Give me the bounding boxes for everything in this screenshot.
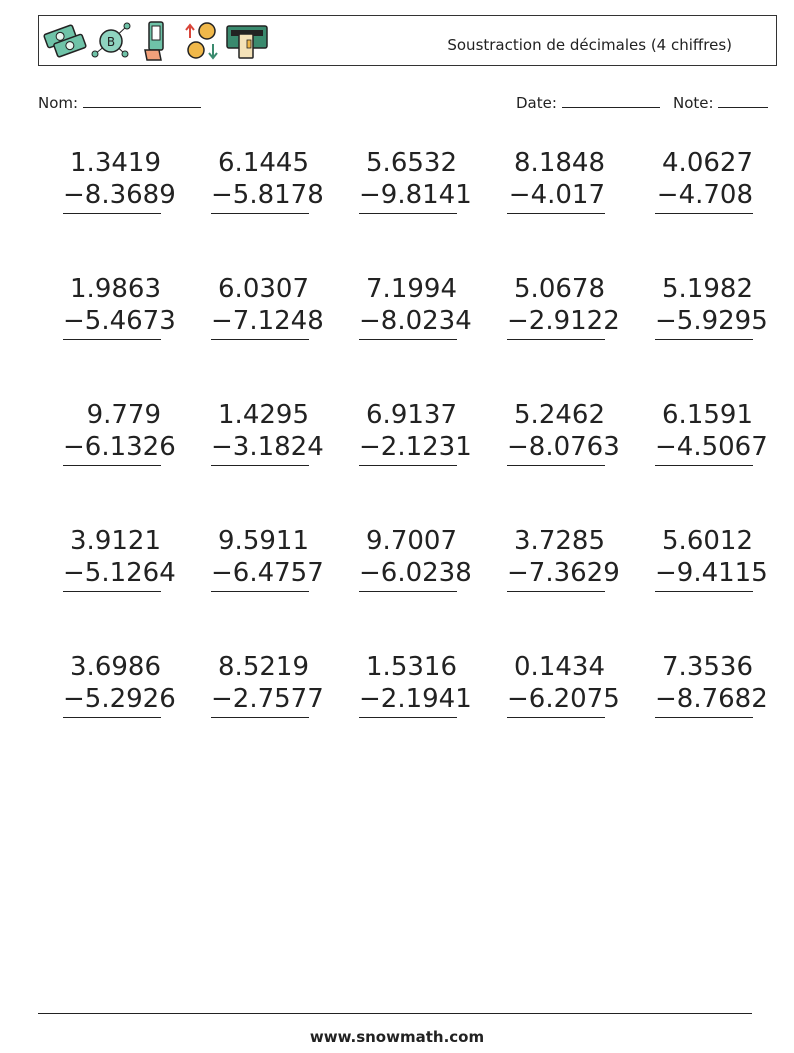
minuend: 1.5316	[366, 652, 457, 682]
subtraction-problem	[63, 525, 176, 592]
subtrahend: −8.7682	[655, 684, 768, 714]
subtraction-problem	[507, 273, 620, 340]
svg-text:B: B	[106, 35, 116, 49]
subtraction-problem	[655, 399, 768, 466]
subtrahend: −4.708	[656, 180, 753, 210]
atm-card-icon	[225, 20, 269, 62]
phone-payment-icon	[135, 20, 179, 62]
answer-line	[63, 465, 161, 466]
subtraction-problem	[655, 273, 768, 340]
minuend: 4.0627	[662, 148, 753, 178]
minuend: 8.5219	[218, 652, 309, 682]
subtrahend: −6.4757	[211, 558, 324, 588]
subtraction-problem	[359, 147, 472, 214]
banknotes-icon	[43, 20, 87, 62]
minuend: 5.1982	[662, 274, 753, 304]
subtraction-problem	[507, 147, 605, 214]
subtraction-problem	[211, 651, 324, 718]
date-blank-line[interactable]	[562, 93, 660, 108]
subtraction-problem	[507, 525, 620, 592]
subtraction-problem	[655, 147, 753, 214]
subtraction-problem	[63, 651, 176, 718]
subtrahend: −4.017	[508, 180, 605, 210]
answer-line	[655, 339, 753, 340]
subtraction-problem	[63, 399, 176, 466]
answer-line	[63, 339, 161, 340]
subtrahend: −6.1326	[63, 432, 176, 462]
answer-line	[655, 465, 753, 466]
subtrahend: −5.2926	[63, 684, 176, 714]
answer-line	[359, 465, 457, 466]
subtrahend: −2.1231	[359, 432, 472, 462]
date-field[interactable]	[516, 93, 660, 112]
subtrahend: −5.9295	[655, 306, 768, 336]
answer-line	[359, 213, 457, 214]
bitcoin-network-icon	[89, 20, 133, 62]
subtraction-problem	[63, 147, 176, 214]
minuend: 3.7285	[514, 526, 605, 556]
minuend: 5.2462	[514, 400, 605, 430]
answer-line	[359, 717, 457, 718]
subtraction-problem	[359, 525, 472, 592]
minuend: 7.1994	[366, 274, 457, 304]
subtrahend: −8.3689	[63, 180, 176, 210]
answer-line	[507, 339, 605, 340]
note-label: Note:	[673, 94, 714, 112]
subtrahend: −6.2075	[507, 684, 620, 714]
note-field[interactable]	[673, 93, 768, 112]
minuend: 5.6532	[366, 148, 457, 178]
minuend: 7.3536	[662, 652, 753, 682]
answer-line	[211, 213, 309, 214]
date-label: Date:	[516, 94, 557, 112]
minuend: 0.1434	[514, 652, 605, 682]
minuend: 1.4295	[218, 400, 309, 430]
worksheet-header	[38, 15, 777, 66]
name-field[interactable]	[38, 93, 201, 112]
answer-line	[359, 339, 457, 340]
name-label: Nom:	[38, 94, 79, 112]
minuend: 5.6012	[662, 526, 753, 556]
minuend: 6.9137	[366, 400, 457, 430]
answer-line	[211, 465, 309, 466]
subtrahend: −8.0763	[507, 432, 620, 462]
subtrahend: −2.7577	[211, 684, 324, 714]
answer-line	[63, 213, 161, 214]
subtrahend: −7.3629	[507, 558, 620, 588]
subtraction-problem	[211, 525, 324, 592]
answer-line	[507, 465, 605, 466]
minuend: 3.9121	[70, 526, 161, 556]
subtraction-problem	[211, 147, 324, 214]
minuend: 1.3419	[70, 148, 161, 178]
subtrahend: −2.9122	[507, 306, 620, 336]
minuend: 6.0307	[218, 274, 309, 304]
answer-line	[655, 591, 753, 592]
minuend: 5.0678	[514, 274, 605, 304]
minuend: 9.779	[86, 400, 161, 430]
worksheet-title: Soustraction de décimales (4 chiffres)	[447, 36, 732, 54]
currency-exchange-icon	[181, 20, 225, 62]
answer-line	[63, 591, 161, 592]
minuend: 9.7007	[366, 526, 457, 556]
subtrahend: −8.0234	[359, 306, 472, 336]
subtrahend: −7.1248	[211, 306, 324, 336]
subtraction-problem	[63, 273, 176, 340]
subtraction-problem	[211, 273, 324, 340]
subtrahend: −5.4673	[63, 306, 176, 336]
minuend: 6.1445	[218, 148, 309, 178]
note-blank-line[interactable]	[718, 93, 768, 108]
minuend: 9.5911	[218, 526, 309, 556]
footer-site: www.snowmath.com	[309, 1028, 485, 1046]
footer-divider	[38, 1013, 752, 1014]
answer-line	[359, 591, 457, 592]
minuend: 8.1848	[514, 148, 605, 178]
subtrahend: −9.8141	[359, 180, 472, 210]
minuend: 3.6986	[70, 652, 161, 682]
subtraction-problem	[211, 399, 324, 466]
answer-line	[211, 717, 309, 718]
subtrahend: −5.8178	[211, 180, 324, 210]
minuend: 6.1591	[662, 400, 753, 430]
minuend: 1.9863	[70, 274, 161, 304]
answer-line	[211, 339, 309, 340]
answer-line	[507, 213, 605, 214]
subtrahend: −9.4115	[655, 558, 768, 588]
subtraction-problem	[359, 273, 472, 340]
subtrahend: −3.1824	[211, 432, 324, 462]
answer-line	[211, 591, 309, 592]
subtraction-problem	[507, 399, 620, 466]
subtrahend: −2.1941	[359, 684, 472, 714]
answer-line	[507, 717, 605, 718]
subtrahend: −6.0238	[359, 558, 472, 588]
subtraction-problem	[655, 651, 768, 718]
answer-line	[655, 213, 753, 214]
subtrahend: −4.5067	[655, 432, 768, 462]
subtraction-problem	[359, 651, 472, 718]
subtrahend: −5.1264	[63, 558, 176, 588]
subtraction-problem	[655, 525, 768, 592]
answer-line	[507, 591, 605, 592]
answer-line	[63, 717, 161, 718]
subtraction-problem	[359, 399, 472, 466]
subtraction-problem	[507, 651, 620, 718]
answer-line	[655, 717, 753, 718]
name-blank-line[interactable]	[83, 93, 201, 108]
